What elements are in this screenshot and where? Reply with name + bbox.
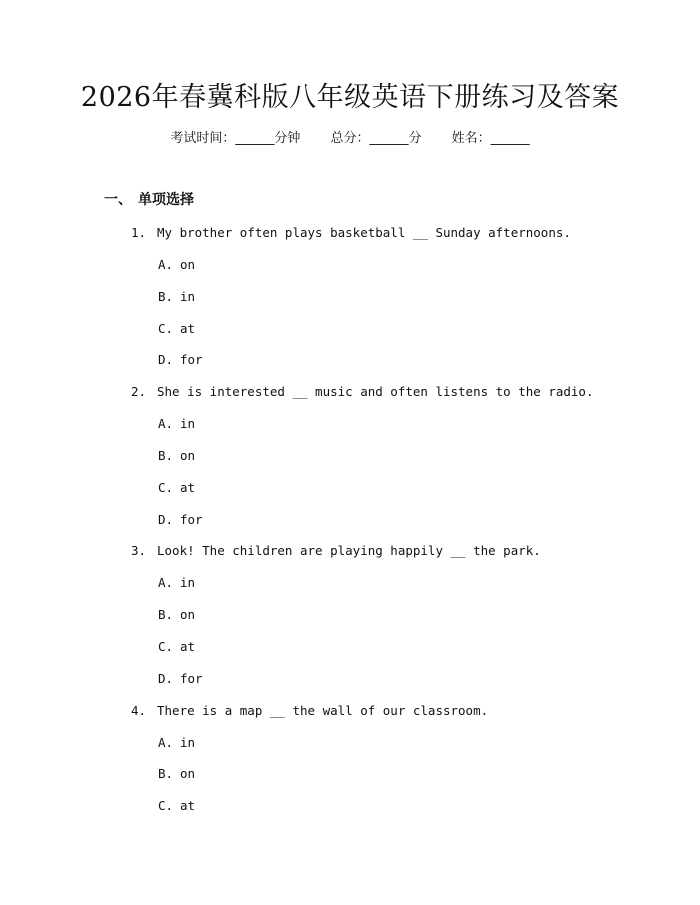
option-text: in [180,575,196,590]
option-3d [158,670,203,688]
option-letter: A. [158,735,174,750]
option-text: on [180,766,196,781]
question-text: There is a map __ the wall of our classroom. [157,703,489,718]
exam-time: 考试时间：______分钟 [170,131,301,146]
question-number: 1. [131,225,147,240]
option-letter: A. [158,257,174,272]
option-text: for [180,512,203,527]
option-letter: C. [158,480,174,495]
question-2 [131,383,594,401]
question-4 [131,702,488,720]
question-number: 2. [131,384,147,399]
option-letter: D. [158,671,174,686]
section-label: 单项选择 [138,192,194,208]
option-text: at [180,798,196,813]
question-text: Look! The children are playing happily __ the park. [157,543,541,558]
option-4c [158,797,195,815]
option-2c [158,479,195,497]
total-score: 总分：______分 [330,131,422,146]
option-letter: B. [158,766,174,781]
option-letter: B. [158,289,174,304]
option-2b [158,447,195,465]
option-text: in [180,735,196,750]
section-number: 一、 [104,192,132,208]
option-letter: D. [158,512,174,527]
option-letter: A. [158,416,174,431]
question-text: She is interested __ music and often listens to the radio. [157,384,594,399]
option-4a [158,734,195,752]
question-number: 4. [131,703,147,718]
option-2d [158,511,203,529]
option-1c [158,320,195,338]
section-heading [104,190,194,210]
option-letter: A. [158,575,174,590]
option-letter: C. [158,639,174,654]
option-1d [158,351,203,369]
option-text: on [180,257,196,272]
question-3 [131,542,541,560]
option-text: at [180,639,196,654]
option-2a [158,415,195,433]
question-number: 3. [131,543,147,558]
option-4b [158,765,195,783]
option-text: at [180,480,196,495]
option-1b [158,288,195,306]
exam-meta [0,129,700,149]
option-letter: C. [158,798,174,813]
option-3b [158,606,195,624]
page-title: 2026年春冀科版八年级英语下册练习及答案 [80,82,620,113]
option-text: in [180,416,196,431]
option-3c [158,638,195,656]
option-text: for [180,671,203,686]
option-letter: C. [158,321,174,336]
question-1 [131,224,571,242]
option-text: on [180,448,196,463]
option-text: for [180,352,203,367]
option-text: on [180,607,196,622]
option-text: at [180,321,196,336]
option-letter: D. [158,352,174,367]
option-1a [158,256,195,274]
option-letter: B. [158,607,174,622]
option-3a [158,574,195,592]
option-text: in [180,289,196,304]
student-name: 姓名：______ [451,131,530,146]
question-text: My brother often plays basketball __ Sunday afternoons. [157,225,571,240]
option-letter: B. [158,448,174,463]
